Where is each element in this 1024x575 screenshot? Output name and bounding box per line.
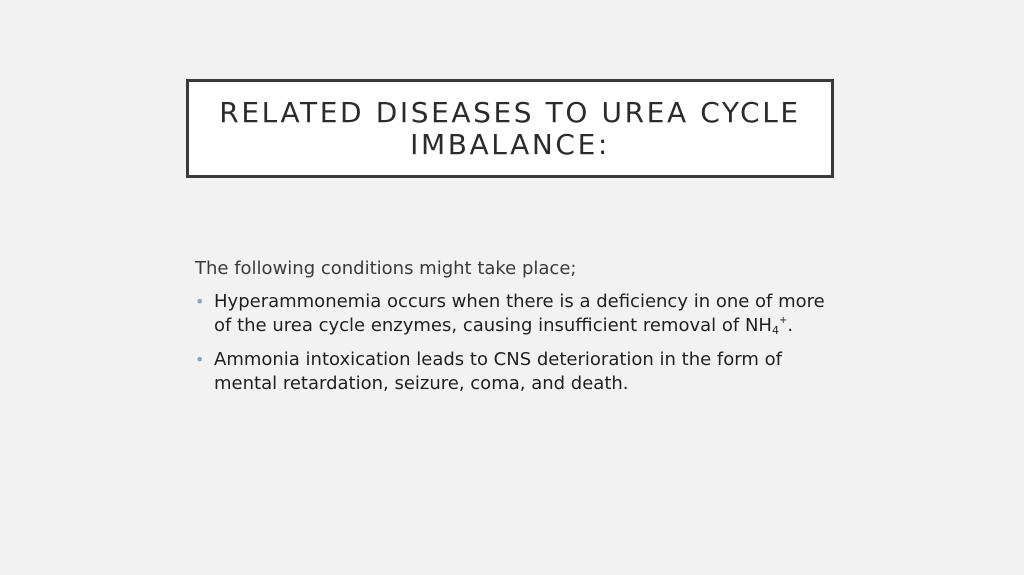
bullet-text-end: . — [787, 315, 794, 336]
bullet-list — [195, 290, 835, 396]
bullet-text: Ammonia intoxication leads to CNS deterioration in the form of mental retardation, seizure, coma, and death. — [214, 349, 782, 394]
intro-text: The following conditions might take place; — [195, 258, 577, 279]
bullet-item-hyperammonemia — [195, 290, 835, 338]
title-box — [186, 79, 834, 178]
bullet-text: Hyperammonemia occurs when there is a deficiency in one of more of the urea cycle enzymes, causing insufficient removal of NH — [214, 291, 825, 336]
superscript-text: + — [778, 315, 788, 326]
bullet-marker-icon: • — [195, 350, 205, 369]
subscript-text: 4 — [771, 324, 779, 337]
slide-body — [195, 257, 835, 406]
slide-title: RELATED DISEASES TO UREA CYCLE IMBALANCE: — [219, 95, 801, 161]
bullet-item-ammonia-intoxication — [195, 348, 835, 396]
bullet-marker-icon: • — [195, 292, 205, 311]
